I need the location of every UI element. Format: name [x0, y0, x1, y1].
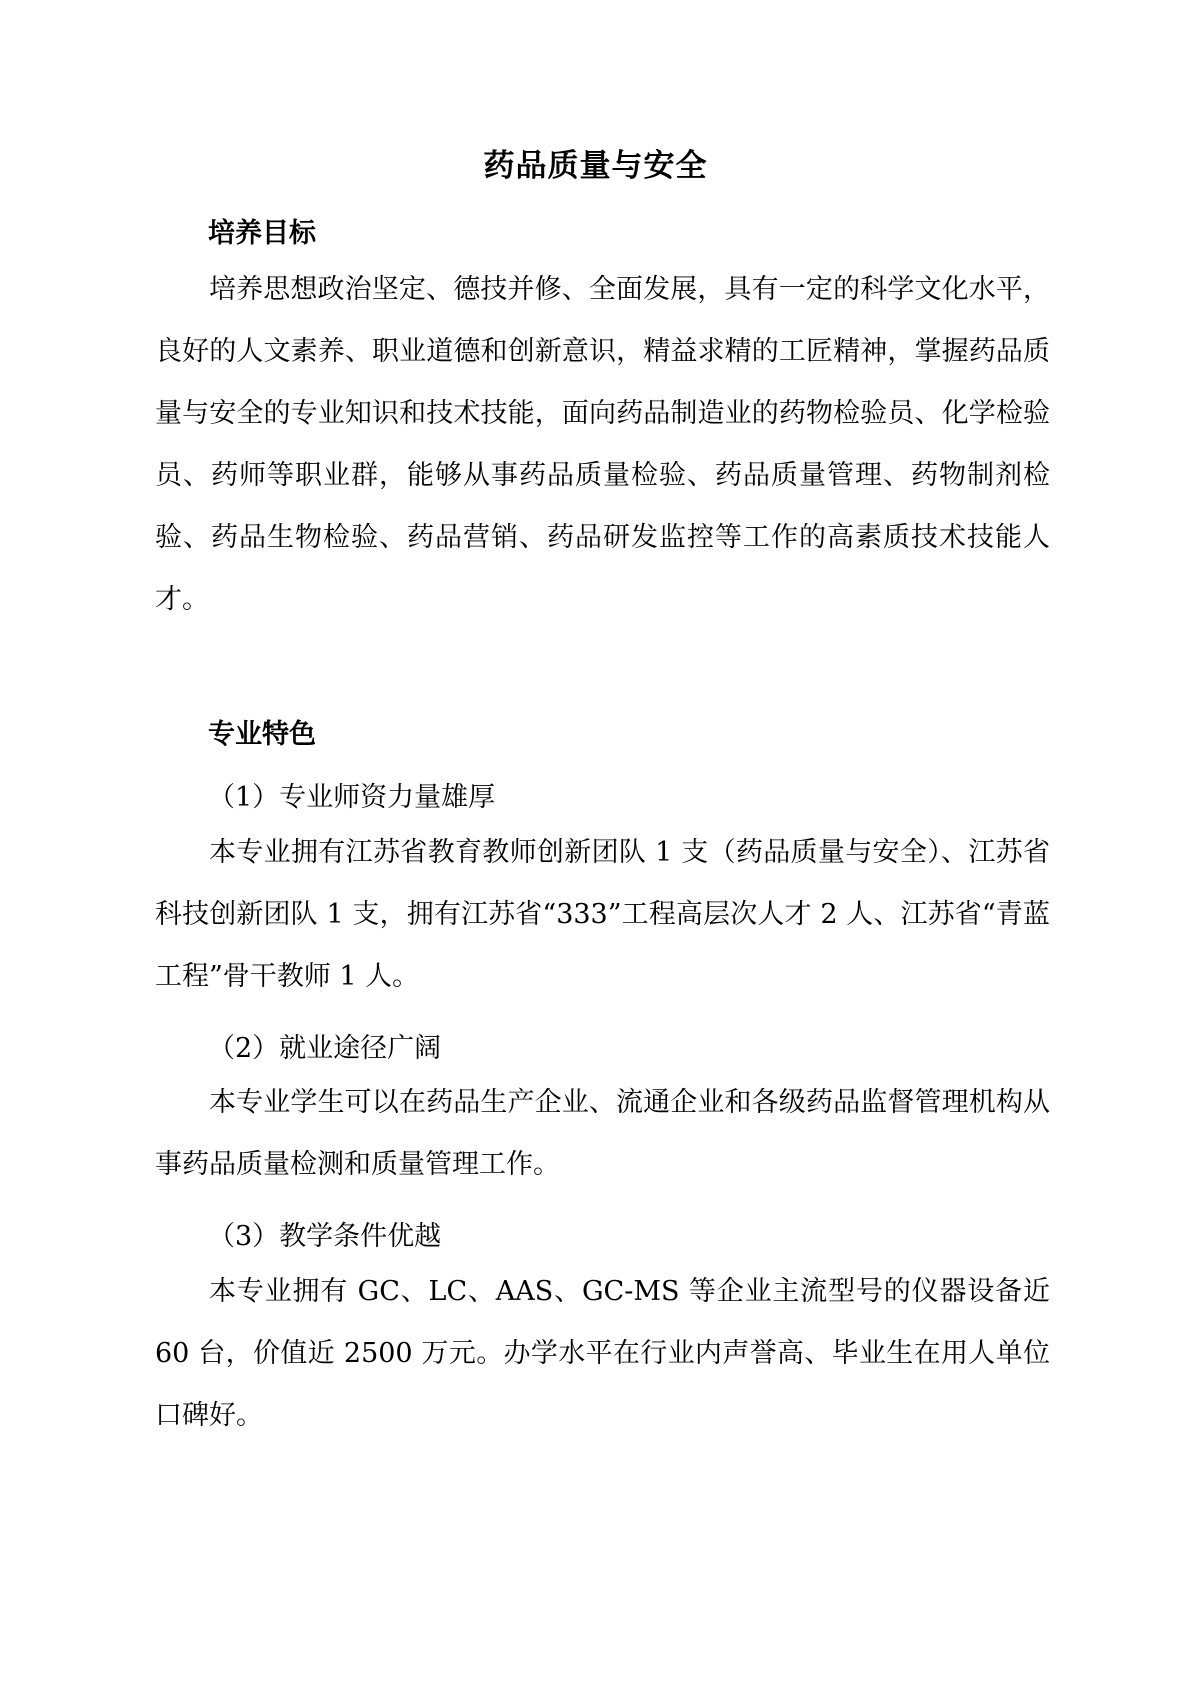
section-heading-goal: 培养目标 [208, 218, 316, 249]
feature-item-3-paragraph: 本专业拥有 GC、LC、AAS、GC-MS 等企业主流型号的仪器设备近 60 台，价值近 2500 万元。办学水平在行业内声誉高、毕业生在用人单位口碑好。 [155, 1276, 1050, 1431]
goal-paragraph: 培养思想政治坚定、德技并修、全面发展，具有一定的科学文化水平，良好的人文素养、职业道德和创新意识，精益求精的工匠精神，掌握药品质量与安全的专业知识和技术技能，面向药品制造业的药物检验员、化学检验员、药师等职业群，能够从事药品质量检验、药品质量管理、药物制剂检验、药品生物检验、药品营销、药品研发监控等工作的高素质技术技能人才。 [155, 274, 1050, 615]
document-title: 药品质量与安全 [483, 148, 708, 184]
section-heading-features: 专业特色 [208, 719, 316, 750]
feature-item-1-paragraph: 本专业拥有江苏省教育教师创新团队 1 支（药品质量与安全）、江苏省科技创新团队 1 支，拥有江苏省“333”工程高层次人才 2 人、江苏省“青蓝工程”骨干教师 1 人。 [155, 837, 1050, 992]
feature-item-1-label: （1）专业师资力量雄厚 [208, 782, 496, 813]
feature-item-2-paragraph: 本专业学生可以在药品生产企业、流通企业和各级药品监督管理机构从事药品质量检测和质量管理工作。 [155, 1087, 1050, 1180]
feature-item-2-label: （2）就业途径广阔 [208, 1033, 442, 1064]
feature-item-3-label: （3）教学条件优越 [208, 1221, 442, 1252]
